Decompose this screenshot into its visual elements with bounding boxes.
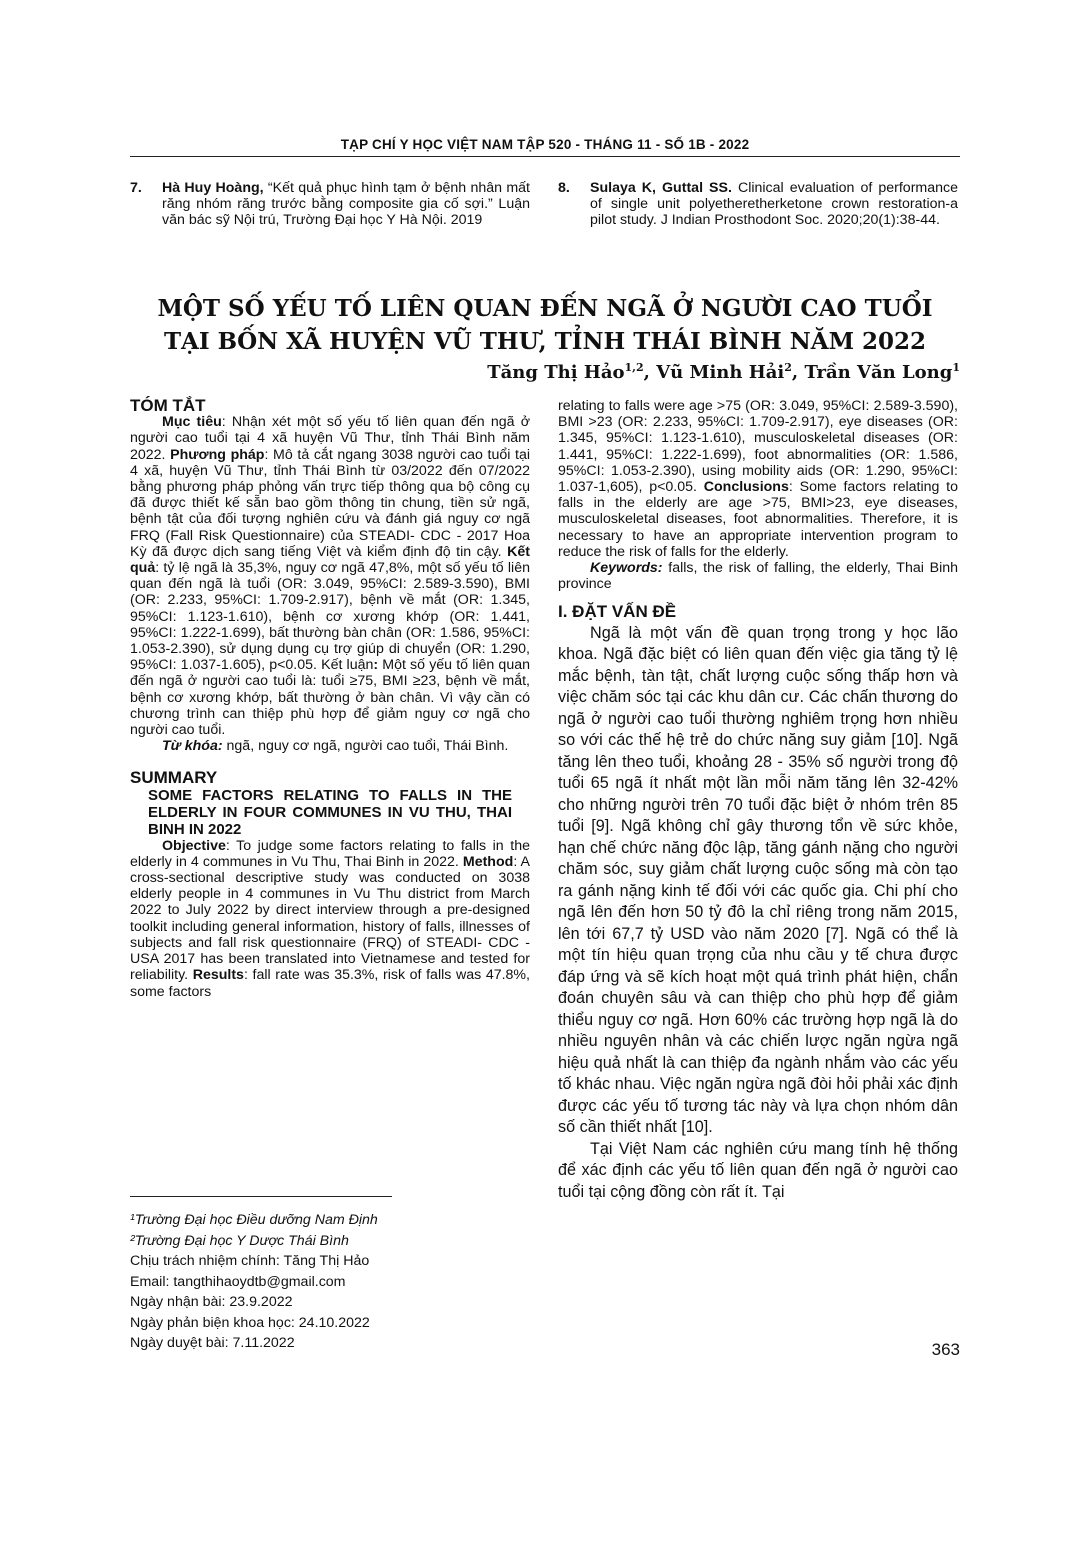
text-ketluan: Một số yếu tố liên quan đến ngã ở người cao tuổi là: tuổi ≥75, BMI ≥23, bệnh về mắt, bệnh cơ xương khớp, bất thường ở bàn chân. Vì vậy cần có chương trình can thiệp phù hợp để giảm nguy cơ ngã cho người cao tuổi. — [130, 657, 530, 739]
title-line-1: MỘT SỐ YẾU TỐ LIÊN QUAN ĐẾN NGÃ Ở NGƯỜI CAO TUỔI — [157, 295, 933, 322]
author-separator: , — [643, 362, 657, 383]
label-muctieu: Mục tiêu — [162, 414, 222, 431]
label-method: Method — [462, 853, 514, 870]
left-column — [130, 398, 530, 1000]
label-ketluan: : — [373, 657, 379, 674]
date-received: Ngày nhận bài: 23.9.2022 — [130, 1294, 293, 1310]
header-rule — [130, 156, 960, 157]
reference-text: “Kết quả phục hình tạm ở bệnh nhân mất răng nhóm răng trước bằng composite gia cố sợi.” Luận văn bác sỹ Nội trú, Trường Đại học Y Hà Nội. 2019 — [162, 180, 530, 228]
author-separator: , — [791, 362, 805, 383]
author-affiliation: 1 — [952, 361, 960, 374]
text-conclusions: : Some factors relating to falls in the elderly are age >75, BMI>23, eye diseases, musculoskeletal diseases, foot abnormalities. Therefore, it is necessary to have an appropriate intervention program to reduce the risk of falls for the elderly. — [558, 479, 959, 560]
label-results: Results — [192, 967, 244, 984]
tomtat-heading: TÓM TẮT — [130, 396, 206, 415]
tomtat-abstract — [130, 414, 530, 738]
right-column — [558, 398, 958, 1203]
summary-abstract — [130, 838, 530, 1000]
text-phuongphap: : Mô tả cắt ngang 3038 người cao tuổi tại 4 xã, huyện Vũ Thư, tỉnh Thái Bình từ 03/2022 đến 07/2022 bằng phương pháp phỏng vấn trực tiếp thông qua bộ công cụ đã được thiết kế sẵn bao gồm thông tin chung, tiền sử ngã, bệnh tật của đối tượng nghiên cứu và đánh giá nguy cơ ngã FRQ (Fall Risk Questionnaire) của STEADI- CDC - 2017 Hoa Kỳ đã được dịch sang tiếng Việt và kiểm định độ tin cậy. — [130, 446, 530, 560]
intro-heading: I. ĐẶT VẤN ĐỀ — [558, 602, 677, 622]
text-results: : fall rate was 35.3%, risk of falls was 47.8%, some factors — [130, 967, 530, 1000]
intro-paragraph-1: Ngã là một vấn đề quan trọng trong y học lão khoa. Ngã đặc biệt có liên quan đến việc gia tăng tỷ lệ mắc bệnh, tàn tật, chất lượng cuộc sống thấp hơn và việc chăm sóc tại các khu dân cư. Các chấn thương do ngã ở người cao tuổi thường nghiêm trọng hơn nhiều so với các thế hệ trẻ do chức năng suy giảm [10]. Ngã tăng lên theo tuổi, khoảng 28 - 35% số người trong độ tuổi 65 ngã ít nhất một lần mỗi năm tăng lên 32-42% cho những người trên 70 tuổi đặc biệt ở nhóm trên 85 tuổi [9]. Ngã không chỉ gây thương tổn về sức khỏe, hạn chế chức năng độc lập, tăng gánh nặng cho người chăm sóc, suy giảm chất lượng cuộc sống mà còn tạo ra gánh nặng kinh tế đối với các quốc gia. Chi phí cho ngã lên đến hơn 50 tỷ đô la chỉ riêng trong năm 2015, lên tới 67,7 tỷ USD vào năm 2020 [7]. Ngã có thể là một tín hiệu quan trọng của nhu cầu y tế chưa được đáp ứng và sẽ kích hoạt một quá trình phát hiện, chẩn đoán chuyên sâu và can thiệp cho phù hợp để giảm thiểu nguy cơ ngã. Hơn 60% các trường hợp ngã là do nhiều nguyên nhân và các chiến lược ngăn ngừa ngã hiệu quả nhất là can thiệp đa ngành nhắm vào các yếu tố khác nhau. Việc ngăn ngừa ngã đòi hỏi phải xác định được các yếu tố tương tác này và lựa chọn nhóm dân số cần thiết nhất [10]. — [558, 623, 958, 1137]
summary-continued — [558, 398, 958, 560]
text-method: : A cross-sectional descriptive study was conducted on 3038 elderly people in 4 communes in Vu Thu district from March 2022 to July 2022 by direct interview through a pre-designed toolkit including general information, history of falls, illnesses of subjects and fall risk questionnaire (FRQ) of STEADI- CDC - USA 2017 has been translated into Vietnamese and tested for reliability. — [130, 853, 530, 984]
text-tukhoa: ngã, nguy cơ ngã, người cao tuổi, Thái Bình. — [222, 738, 509, 755]
text-ketqua: : tỷ lệ ngã là 35,3%, nguy cơ ngã 47,8%, một số yếu tố liên quan đến ngã là tuổi (OR: 3.049, 95%CI: 2.589-3.590), BMI (OR: 2.233, 95%CI: 1.709-2.917), bệnh về mắt (OR: 1.345, 95%CI: 1.123-1.610), bệnh cơ xương khớp (OR: 1.441, 95%CI: 1.222-1.699), bất thường bàn chân (OR: 1.586, 95%CI: 1.053-2.390), sử dụng dụng cụ trợ giúp di chuyển (OR: 1.290, 95%CI: 1.037-1.605), p<0.05. Kết luận — [130, 560, 530, 674]
reference-8 — [558, 180, 958, 228]
affiliation-2: ²Trường Đại học Y Dược Thái Bình — [130, 1232, 349, 1249]
reference-number: 7. — [130, 180, 142, 196]
author-affiliation: 1,2 — [624, 361, 644, 374]
label-ketqua: Kết quả — [130, 543, 530, 577]
reference-author: Hà Huy Hoàng, — [162, 180, 264, 196]
label-conclusions: Conclusions — [703, 479, 789, 496]
author-name: Vũ Minh Hải — [656, 362, 785, 383]
text-keywords: falls, the risk of falling, the elderly, Thai Binh province — [558, 560, 958, 593]
footnote-rule — [130, 1196, 392, 1197]
title-line-2: TẠI BỐN XÃ HUYỆN VŨ THƯ, TỈNH THÁI BÌNH NĂM 2022 — [163, 328, 927, 355]
author-list — [480, 361, 960, 383]
article-title — [130, 292, 960, 358]
text-muctieu: : Nhận xét một số yếu tố liên quan đến ngã ở người cao tuổi tại 4 xã huyện Vũ Thư, tỉnh Thái Bình năm 2022. — [130, 414, 530, 463]
label-objective: Objective — [162, 837, 226, 854]
label-keywords: Keywords: — [590, 560, 663, 577]
summary-heading: SUMMARY — [130, 768, 218, 788]
corresponding-author: Chịu trách nhiệm chính: Tăng Thị Hảo — [130, 1253, 370, 1269]
label-phuongphap: Phương pháp — [170, 446, 265, 463]
reference-text: Clinical evaluation of performance of single unit polyetheretherketone crown restoration-a pilot study. J Indian Prosthodont Soc. 2020;20(1):38-44. — [590, 180, 958, 228]
summary-keywords — [558, 560, 958, 592]
author-name: Tăng Thị Hảo — [487, 362, 625, 383]
footnotes — [130, 1210, 530, 1354]
date-approved: Ngày duyệt bài: 7.11.2022 — [130, 1335, 295, 1351]
author-name: Trần Văn Long — [804, 362, 953, 383]
reference-author: Sulaya K, Guttal SS. — [590, 180, 732, 196]
author-affiliation: 2 — [784, 361, 792, 374]
page-number: 363 — [931, 1340, 960, 1359]
email: Email: tangthihaoydtb@gmail.com — [130, 1273, 346, 1290]
journal-header: TẠP CHÍ Y HỌC VIỆT NAM TẬP 520 - THÁNG 11 - SỐ 1B - 2022 — [340, 137, 750, 152]
tomtat-keywords — [130, 738, 530, 754]
intro-paragraph-2: Tại Việt Nam các nghiên cứu mang tính hệ thống để xác định các yếu tố liên quan đến ngã ở người cao tuổi tại cộng đồng còn rất ít. Tại — [558, 1139, 958, 1201]
date-reviewed: Ngày phản biện khoa học: 24.10.2022 — [130, 1314, 370, 1331]
reference-number: 8. — [558, 180, 570, 196]
label-tukhoa: Từ khóa: — [162, 738, 223, 755]
reference-7 — [130, 180, 530, 228]
text-results-continued: relating to falls were age >75 (OR: 3.049, 95%CI: 2.589-3.590), BMI >23 (OR: 2.233, 95%CI: 1.709-2.917), eye diseases (OR: 1.345, 95%CI: 1.123-1.610), musculoskeletal diseases (OR: 1.441, 95%CI: 1.222-1.699), foot abnormalities (OR: 1.586, 95%CI: 1.053-2.390), using mobility aids (OR: 1.290, 95%CI: 1.037-1,605), p<0.05. — [558, 398, 958, 496]
summary-title: SOME FACTORS RELATING TO FALLS IN THE ELDERLY IN FOUR COMMUNES IN VU THU, THAI BINH IN 2022 — [148, 786, 512, 838]
affiliation-1: ¹Trường Đại học Điều dưỡng Nam Định — [130, 1212, 378, 1228]
text-objective: : To judge some factors relating to falls in the elderly in 4 communes in Vu Thu, Thai Binh in 2022. — [130, 837, 530, 870]
